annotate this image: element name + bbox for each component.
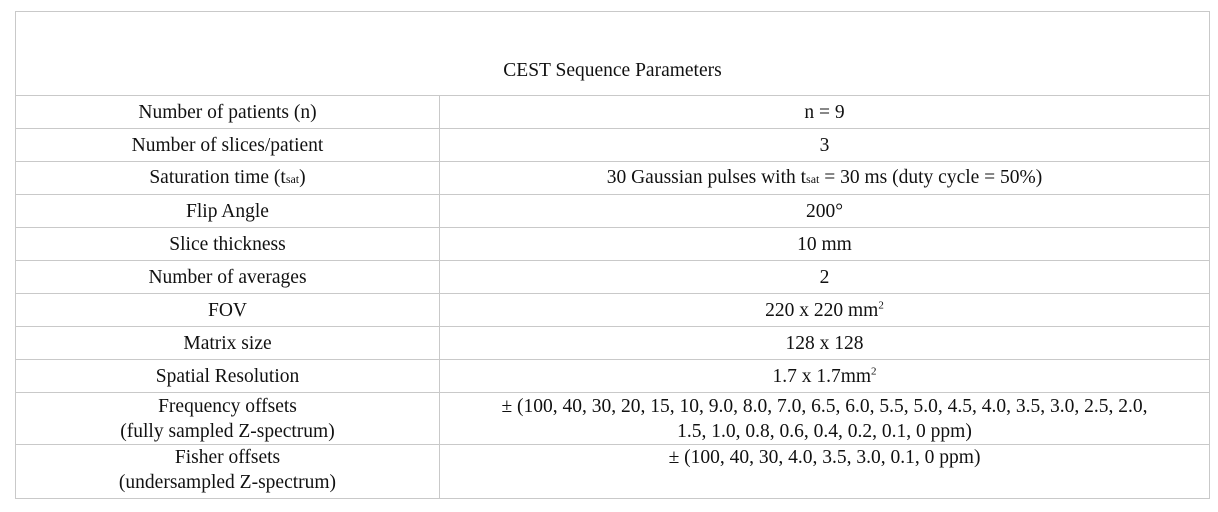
row-value: 128 x 128: [440, 327, 1210, 360]
row-label: Slice thickness: [16, 228, 440, 261]
value-line-1: ± (100, 40, 30, 20, 15, 10, 9.0, 8.0, 7.0, 6.5, 6.0, 5.5, 5.0, 4.5, 4.0, 3.5, 3.0, 2.5, 2.0,: [501, 395, 1148, 417]
value-text: 30 Gaussian pulses with t: [606, 166, 807, 188]
value-line-2: 1.5, 1.0, 0.8, 0.6, 0.4, 0.2, 0.1, 0 ppm): [677, 420, 972, 442]
row-value: 3: [440, 129, 1210, 162]
row-value: 10 mm: [440, 228, 1210, 261]
row-value: 2: [440, 261, 1210, 294]
row-value: [440, 162, 1210, 195]
value-superscript: 2: [871, 365, 877, 377]
label-text: Saturation time (t: [149, 166, 286, 188]
table-row: [16, 360, 1210, 393]
value-subscript: sat: [806, 171, 820, 186]
label-line-1: Fisher offsets: [174, 447, 281, 468]
row-label: [16, 162, 440, 195]
table-row: [16, 445, 1210, 499]
table-row: [16, 96, 1210, 129]
row-label: Number of averages: [16, 261, 440, 294]
row-value: [440, 393, 1210, 445]
value-text: 1.7 x 1.7mm: [772, 365, 872, 387]
row-label: Number of slices/patient: [16, 129, 440, 162]
row-value: [440, 360, 1210, 393]
label-line-2: (undersampled Z-spectrum): [118, 472, 337, 493]
row-label: Matrix size: [16, 327, 440, 360]
table-row: [16, 294, 1210, 327]
row-label: Number of patients (n): [16, 96, 440, 129]
label-line-1: Frequency offsets: [158, 395, 297, 417]
table-title: CEST Sequence Parameters: [16, 12, 1210, 96]
table-row: [16, 162, 1210, 195]
table-row: [16, 327, 1210, 360]
value-text-end: = 30 ms (duty cycle = 50%): [819, 166, 1043, 188]
value-superscript: 2: [878, 299, 884, 311]
row-label: FOV: [16, 294, 440, 327]
table-title-row: [16, 12, 1210, 96]
value-text: 220 x 220 mm: [765, 299, 879, 321]
table-row: [16, 393, 1210, 445]
row-label: [16, 445, 440, 499]
row-value: 200°: [440, 195, 1210, 228]
label-subscript: sat: [285, 171, 300, 186]
row-label: [16, 393, 440, 445]
cest-parameters-table: [15, 11, 1210, 499]
table-row: [16, 228, 1210, 261]
row-value: n = 9: [440, 96, 1210, 129]
parameters-table-container: [15, 11, 1209, 501]
row-value: [440, 294, 1210, 327]
label-line-2: (fully sampled Z-spectrum): [120, 420, 335, 442]
table-row: [16, 261, 1210, 294]
row-value: ± (100, 40, 30, 4.0, 3.5, 3.0, 0.1, 0 ppm): [440, 445, 1210, 499]
table-row: [16, 129, 1210, 162]
row-label: Flip Angle: [16, 195, 440, 228]
table-row: [16, 195, 1210, 228]
row-label: Spatial Resolution: [16, 360, 440, 393]
label-text-end: ): [299, 166, 306, 188]
